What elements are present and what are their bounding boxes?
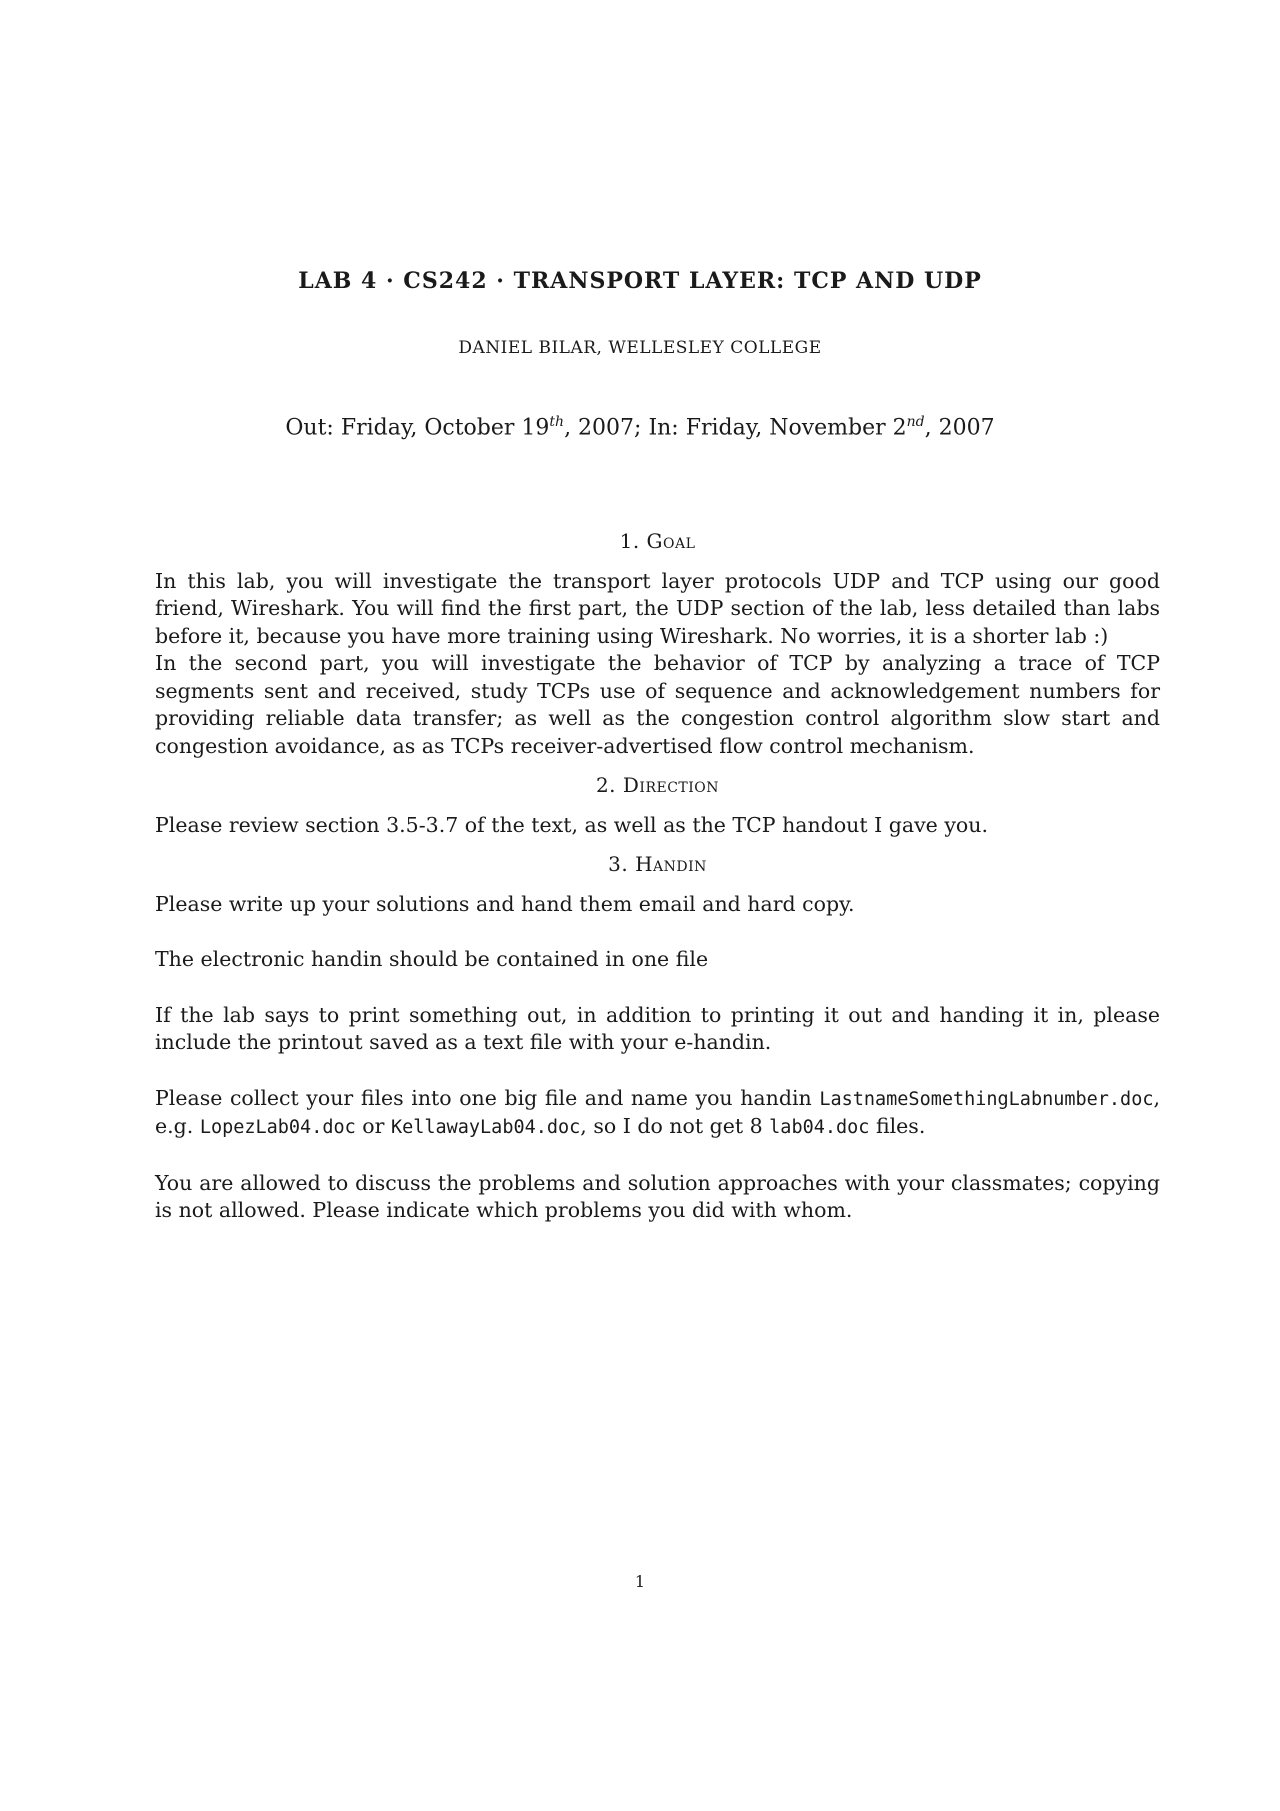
filename-example-1-code: LopezLab04.doc xyxy=(199,1117,356,1138)
section-heading-goal: 1. Goal xyxy=(619,529,696,553)
handin-p4-text-2: , e.g. xyxy=(155,1085,1160,1138)
handin-paragraph-1: Please write up your solutions and hand them email and hard copy. xyxy=(155,891,855,916)
handin-p4-text-3: or xyxy=(355,1114,391,1138)
handin-paragraph-3: If the lab says to print something out, in addition to printing it out and handing it in, please include the printout saved as a text file with your e-handin. xyxy=(155,1002,1160,1054)
in-date-superscript: nd xyxy=(906,414,925,430)
author-line: DANIEL BILAR, WELLESLEY COLLEGE xyxy=(458,338,822,358)
handin-paragraph-5: You are allowed to discuss the problems and solution approaches with your classmates; copying is not allowed. Please indicate which problems you did with whom. xyxy=(155,1170,1160,1222)
goal-paragraph-1: In this lab, you will investigate the transport layer protocols UDP and TCP using our good friend, Wireshark. You will find the first part, the UDP section of the lab, less detailed than labs before it, because you have more training using Wireshark. No worries, it is a shorter lab :) xyxy=(155,568,1160,648)
document-body xyxy=(155,528,1160,1225)
handin-p4-text-5: files. xyxy=(869,1114,926,1138)
filename-example-2-code: KellawayLab04.doc xyxy=(390,1117,581,1138)
document-title: LAB 4 · CS242 · TRANSPORT LAYER: TCP AND UDP xyxy=(298,268,982,294)
filename-bad-example-code: lab04.doc xyxy=(769,1117,870,1138)
out-date-text: Out: Friday, October 19 xyxy=(285,415,550,441)
handin-p4-text-1: Please collect your files into one big file and name you handin xyxy=(155,1085,820,1110)
section-heading-handin: 3. Handin xyxy=(608,852,707,876)
direction-paragraph: Please review section 3.5-3.7 of the text, as well as the TCP handout I gave you. xyxy=(155,812,988,837)
handin-paragraph-2: The electronic handin should be contained in one file xyxy=(155,947,709,971)
filename-pattern-code: LastnameSomethingLabnumber.doc xyxy=(819,1088,1154,1110)
goal-paragraph-2: In the second part, you will investigate the behavior of TCP by analyzing a trace of TCP segments sent and received, study TCPs use of sequence and acknowledgement numbers for providing reliable data transfer; as well as the congestion control algorithm slow start and congestion avoidance, as as TCPs receiver-advertised flow control mechanism. xyxy=(155,651,1160,758)
handin-p4-text-4: , so I do not get 8 xyxy=(580,1114,770,1138)
dates-line xyxy=(0,414,1280,440)
section-heading-direction: 2. Direction xyxy=(595,773,720,797)
out-date-superscript: th xyxy=(549,414,565,430)
in-date-text: , 2007; In: Friday, November 2 xyxy=(564,415,907,441)
in-date-year: , 2007 xyxy=(924,415,995,441)
page-number: 1 xyxy=(634,1572,646,1591)
handin-paragraph-4 xyxy=(155,1085,1160,1142)
